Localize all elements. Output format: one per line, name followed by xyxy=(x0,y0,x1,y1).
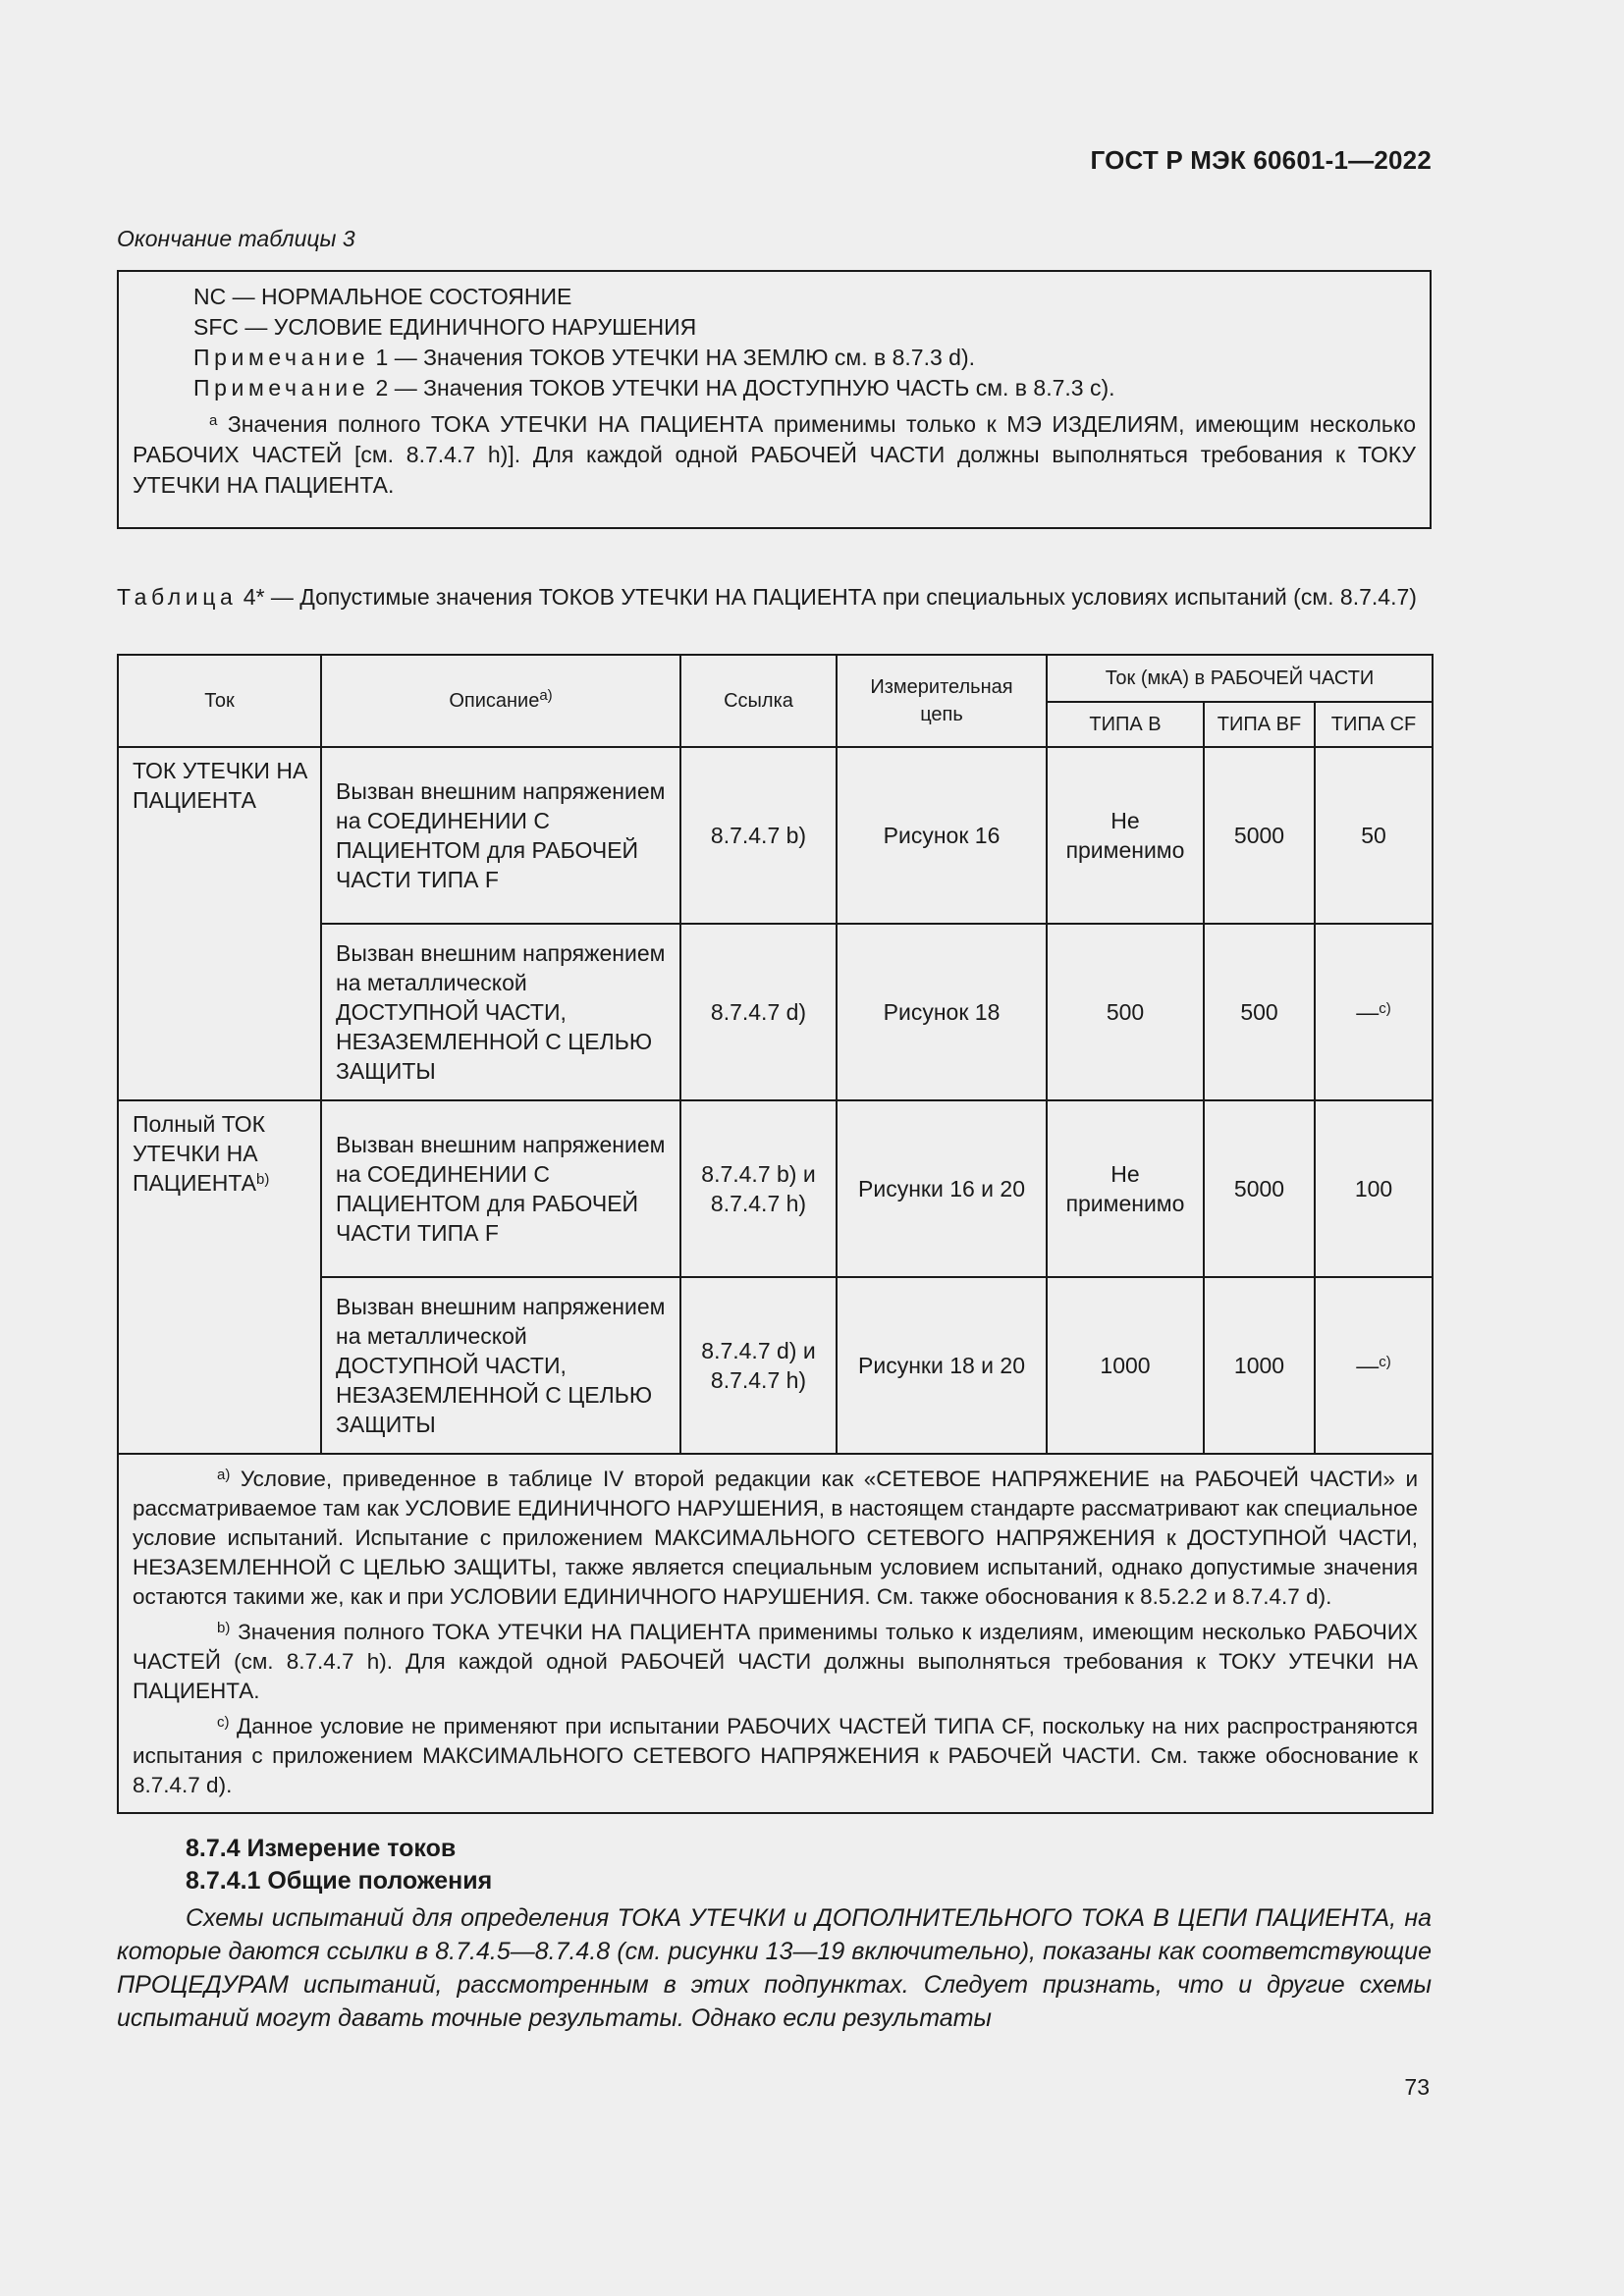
footnote-a-text: Значения полного ТОКА УТЕЧКИ НА ПАЦИЕНТА применимы только к МЭ ИЗДЕЛИЯМ, имеющим несколько РАБОЧИХ ЧАСТЕЙ [см. 8.7.4.7 h)]. Для каждой одной РАБОЧЕЙ ЧАСТИ должны выполняться требования к ТОКУ УТЕЧКИ НА ПАЦИЕНТА. xyxy=(133,411,1416,498)
header-current: Ток xyxy=(118,655,321,747)
note-1 xyxy=(133,343,1416,373)
table4-caption xyxy=(117,582,1432,613)
type-b-cell: 500 xyxy=(1047,924,1204,1100)
circuit-cell: Рисунки 16 и 20 xyxy=(837,1100,1047,1277)
type-cf-value: 100 xyxy=(1354,1176,1393,1201)
table4 xyxy=(117,654,1434,1814)
note-2 xyxy=(133,373,1416,403)
current-mark: b) xyxy=(256,1171,270,1188)
section-paragraph: Схемы испытаний для определения ТОКА УТЕЧКИ и ДОПОЛНИТЕЛЬНОГО ТОКА В ЦЕПИ ПАЦИЕНТА, на которые даются ссылки в 8.7.4.5—8.7.4.8 (см. рисунки 13—19 включительно), показаны как соответствующие ПРОЦЕДУРАМ испытаний, рассмотренным в этих подпунктах. Следует признать, что и другие схемы испытаний могут давать точные результаты. Однако если результаты xyxy=(117,1904,1432,2032)
header-description-mark: a) xyxy=(539,687,553,704)
note-word: Примечание xyxy=(193,345,370,370)
table-footnote xyxy=(133,1712,1418,1800)
nc-abbreviation: NC — НОРМАЛЬНОЕ СОСТОЯНИЕ xyxy=(193,284,572,309)
table-footnotes xyxy=(118,1454,1433,1813)
table-row xyxy=(118,747,1433,924)
circuit-cell: Рисунки 18 и 20 xyxy=(837,1277,1047,1454)
type-bf-cell: 500 xyxy=(1204,924,1315,1100)
footnote-a xyxy=(133,409,1416,501)
table-row xyxy=(118,1100,1433,1277)
note-1-text: 1 — Значения ТОКОВ УТЕЧКИ НА ЗЕМЛЮ см. в 8.7.3 d). xyxy=(369,345,976,370)
description-cell: Вызван внешним напряжением на СОЕДИНЕНИИ С ПАЦИЕНТОМ для РАБОЧЕЙ ЧАСТИ ТИПА F xyxy=(321,747,680,924)
type-cf-value: 50 xyxy=(1361,823,1386,848)
footnote-text: Условие, приведенное в таблице IV второй редакции как «СЕТЕВОЕ НАПРЯЖЕНИЕ на РАБОЧЕЙ ЧАСТИ» и рассматриваемое там как УСЛОВИЕ ЕДИНИЧНОГО НАРУШЕНИЯ, в настоящем стандарте рассматривают как специальное условие испытаний. Испытание с приложением МАКСИМАЛЬНОГО СЕТЕВОГО НАПРЯЖЕНИЯ к ДОСТУПНОЙ ЧАСТИ, НЕЗАЗЕМЛЕННОЙ С ЦЕЛЬЮ ЗАЩИТЫ, также является специальным условием испытаний, однако допустимые значения остаются такими же, как и при УСЛОВИИ ЕДИНИЧНОГО НАРУШЕНИЯ. См. также обоснования к 8.5.2.2 и 8.7.4.7 d). xyxy=(133,1467,1419,1609)
type-cf-cell xyxy=(1315,747,1433,924)
header-description-label: Описание xyxy=(449,690,540,712)
footnotes-list xyxy=(133,1465,1418,1800)
circuit-cell: Рисунок 18 xyxy=(837,924,1047,1100)
type-bf-cell: 5000 xyxy=(1204,1100,1315,1277)
document-title: ГОСТ Р МЭК 60601-1—2022 xyxy=(1090,145,1432,175)
header-type-b: ТИПА B xyxy=(1047,702,1204,747)
current-cell xyxy=(118,747,321,1100)
type-cf-cell xyxy=(1315,1100,1433,1277)
table-continuation-caption: Окончание таблицы 3 xyxy=(117,226,355,251)
table4-caption-text: 4* — Допустимые значения ТОКОВ УТЕЧКИ НА ПАЦИЕНТА при специальных условиях испытаний (см. 8.7.4.7) xyxy=(237,584,1417,610)
subsection-heading: 8.7.4.1 Общие положения xyxy=(186,1867,493,1895)
header-type-bf: ТИПА BF xyxy=(1204,702,1315,747)
type-cf-mark: c) xyxy=(1379,1000,1391,1017)
table-header-row xyxy=(118,655,1433,702)
current-label: Полный ТОК УТЕЧКИ НА ПАЦИЕНТА xyxy=(133,1111,266,1196)
header-circuit: Измерительная цепь xyxy=(837,655,1047,747)
type-b-cell: Не применимо xyxy=(1047,1100,1204,1277)
current-cell xyxy=(118,1100,321,1454)
type-b-cell: Не применимо xyxy=(1047,747,1204,924)
table-footnote xyxy=(133,1618,1418,1706)
table-word: Таблица xyxy=(117,584,238,610)
circuit-cell: Рисунок 16 xyxy=(837,747,1047,924)
footnote-mark: b) xyxy=(217,1620,231,1636)
sfc-abbreviation: SFC — УСЛОВИЕ ЕДИНИЧНОГО НАРУШЕНИЯ xyxy=(193,314,697,340)
header-current-group: Ток (мкА) в РАБОЧЕЙ ЧАСТИ xyxy=(1047,655,1433,702)
reference-cell: 8.7.4.7 d) xyxy=(680,924,837,1100)
type-cf-cell xyxy=(1315,1277,1433,1454)
note-2-text: 2 — Значения ТОКОВ УТЕЧКИ НА ДОСТУПНУЮ ЧАСТЬ см. в 8.7.3 с). xyxy=(369,375,1115,400)
header-type-cf: ТИПА CF xyxy=(1315,702,1433,747)
note-word: Примечание xyxy=(193,375,370,400)
type-cf-cell xyxy=(1315,924,1433,1100)
footnote-a-mark: a xyxy=(209,412,218,429)
current-label: ТОК УТЕЧКИ НА ПАЦИЕНТА xyxy=(133,758,308,813)
table-footnote xyxy=(133,1465,1418,1612)
footnote-text: Данное условие не применяют при испытании РАБОЧИХ ЧАСТЕЙ ТИПА CF, поскольку на них распространяются испытания с приложением МАКСИМАЛЬНОГО СЕТЕВОГО НАПРЯЖЕНИЯ к РАБОЧЕЙ ЧАСТИ. См. также обоснование к 8.7.4.7 d). xyxy=(133,1714,1419,1797)
description-cell: Вызван внешним напряжением на СОЕДИНЕНИИ С ПАЦИЕНТОМ для РАБОЧЕЙ ЧАСТИ ТИПА F xyxy=(321,1100,680,1277)
header-reference: Ссылка xyxy=(680,655,837,747)
type-cf-value: — xyxy=(1356,1353,1380,1378)
type-cf-mark: c) xyxy=(1379,1354,1391,1370)
reference-cell: 8.7.4.7 b) xyxy=(680,747,837,924)
section-8-7-4 xyxy=(117,1834,1432,2035)
section-heading: 8.7.4 Измерение токов xyxy=(186,1835,457,1862)
description-cell: Вызван внешним напряжением на металлической ДОСТУПНОЙ ЧАСТИ, НЕЗАЗЕМЛЕННОЙ С ЦЕЛЬЮ ЗАЩИТЫ xyxy=(321,924,680,1100)
type-b-cell: 1000 xyxy=(1047,1277,1204,1454)
reference-cell: 8.7.4.7 b) и 8.7.4.7 h) xyxy=(680,1100,837,1277)
table-footnotes-row xyxy=(118,1454,1433,1813)
footnote-text: Значения полного ТОКА УТЕЧКИ НА ПАЦИЕНТА применимы только к изделиям, имеющим несколько РАБОЧИХ ЧАСТЕЙ (см. 8.7.4.7 h). Для каждой одной РАБОЧЕЙ ЧАСТИ должны выполняться требования к ТОКУ УТЕЧКИ НА ПАЦИЕНТА. xyxy=(133,1620,1419,1703)
page-number: 73 xyxy=(1404,2074,1430,2100)
table3-notes-box xyxy=(117,270,1432,529)
header-description xyxy=(321,655,680,747)
type-bf-cell: 1000 xyxy=(1204,1277,1315,1454)
type-bf-cell: 5000 xyxy=(1204,747,1315,924)
description-cell: Вызван внешним напряжением на металлической ДОСТУПНОЙ ЧАСТИ, НЕЗАЗЕМЛЕННОЙ С ЦЕЛЬЮ ЗАЩИТЫ xyxy=(321,1277,680,1454)
reference-cell: 8.7.4.7 d) и 8.7.4.7 h) xyxy=(680,1277,837,1454)
footnote-mark: a) xyxy=(217,1467,231,1483)
footnote-mark: c) xyxy=(217,1714,230,1731)
type-cf-value: — xyxy=(1356,999,1380,1025)
